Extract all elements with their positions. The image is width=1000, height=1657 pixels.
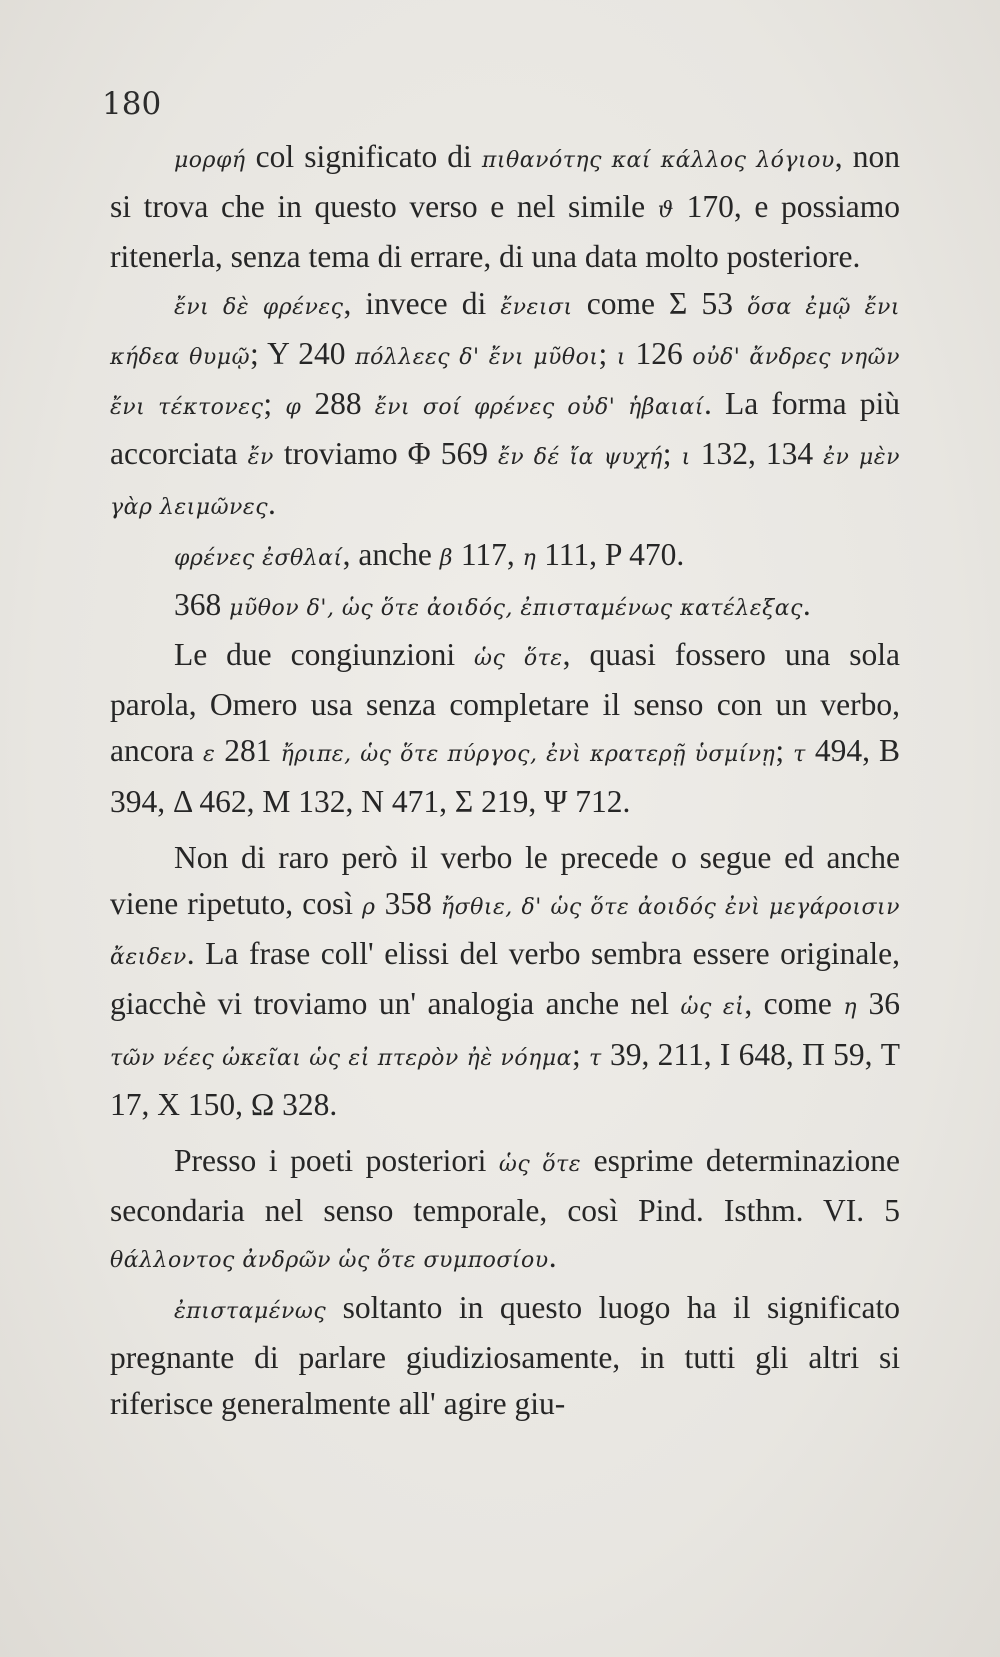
paragraph-2 — [110, 281, 900, 532]
greek-text: ἔν δέ ἴα ψυχή — [497, 445, 663, 471]
greek-text: θάλλοντος ἀνδρῶν ὡς ὅτε συμποσίου — [110, 1248, 549, 1274]
italian-text: 126 — [625, 335, 693, 371]
greek-text: ἔν — [247, 445, 274, 471]
paragraph-7 — [110, 1138, 900, 1285]
greek-text: φρένες ἐσθλαί — [174, 545, 343, 571]
page-number: 180 — [102, 86, 162, 122]
greek-text: τ — [589, 1045, 602, 1071]
italian-text: , non si trova che in questo verso e nel simile — [110, 139, 901, 225]
greek-text: ι — [616, 344, 626, 370]
greek-text: ὡς ὅτε — [474, 646, 563, 672]
italian-text: ; — [598, 335, 617, 371]
italian-text: . — [802, 586, 811, 622]
italian-text: 111, P 470. — [536, 536, 685, 572]
italian-text: Le due congiunzioni — [174, 637, 475, 673]
italian-text: , anche — [342, 536, 440, 572]
italian-text: 170, e possiamo ritenerla, senza tema di errare, di una data molto posteriore. — [110, 189, 900, 275]
italian-text: , invece di — [343, 285, 501, 321]
greek-text: τ — [793, 742, 806, 768]
italian-text: Presso i poeti posteriori — [174, 1143, 499, 1179]
greek-text: ἐπισταμένως — [174, 1298, 327, 1324]
italian-text: , come — [744, 986, 844, 1022]
greek-text: μῦθον δ', ὡς ὅτε ἀοιδός, ἐπισταμένως κατέλεξας — [229, 595, 803, 621]
page-body — [110, 134, 900, 1427]
greek-text: ἤριπε, ὡς ὅτε πύργος, ἐνὶ κρατερῇ ὑσμίνῃ — [280, 742, 776, 768]
italian-text: 368 — [174, 586, 230, 622]
paragraph-8 — [110, 1285, 900, 1428]
italian-text: 358 — [375, 886, 441, 922]
italian-text: 494, B 394, Δ 462, M 132, N 471, Σ 219, Ψ 712. — [110, 733, 900, 819]
italian-text: . La forma più accorciata — [110, 386, 901, 472]
greek-text: ἔνεισι — [500, 294, 573, 320]
greek-text: ἤσθιε, δ' ὡς ὅτε ἀοιδός ἐνὶ μεγάροισιν ἄειδεν — [110, 895, 900, 971]
greek-text: η — [522, 545, 537, 571]
italian-text: Non di raro però il verbo le precede o segue ed anche viene ripetuto, così — [110, 839, 900, 922]
paragraph-6 — [110, 835, 900, 1128]
greek-text: η — [843, 995, 858, 1021]
italian-text: esprime determinazione secondaria nel senso temporale, così Pind. Isthm. VI. 5 — [110, 1143, 900, 1229]
paragraph-5 — [110, 632, 900, 825]
italian-text: 117, — [452, 536, 523, 572]
italian-text: ; — [662, 436, 682, 472]
greek-text: φ — [285, 395, 302, 421]
paragraph-4 — [110, 582, 900, 632]
paragraph-1 — [110, 134, 900, 281]
italian-text: come Σ 53 — [572, 285, 748, 321]
italian-text: 36 — [857, 986, 901, 1022]
greek-text: πιθανότης καί κάλλος λόγιου — [481, 148, 835, 173]
italian-text: 39, 211, I 648, Π 59, T 17, X 150, Ω 328. — [110, 1036, 900, 1122]
greek-text: μορφή — [174, 148, 246, 173]
italian-text: . La frase coll' elissi del verbo sembra essere originale, giacchè vi troviamo un' analogia anche nel — [110, 936, 900, 1022]
greek-text: ι — [681, 445, 691, 471]
greek-text: ρ — [362, 895, 376, 921]
italian-text: . — [548, 1239, 557, 1275]
greek-text: ὅσα ἐμῷ ἔνι κήδεα θυμῷ — [110, 294, 900, 370]
italian-text: soltanto in questo luogo ha il significato pregnante di parlare giudiziosamente, in tutti gli altri si riferisce generalmente all' agire giu- — [110, 1289, 900, 1422]
greek-text: ὡς εἰ — [680, 995, 745, 1021]
italian-text: , quasi fossero una sola parola, Omero usa senza completare il senso con un verbo, ancora — [110, 637, 900, 769]
italian-text: 281 — [215, 733, 281, 769]
greek-text: ϑ — [657, 198, 674, 224]
greek-text: ἔνι σοί φρένες οὐδ' ἡβαιαί — [374, 395, 704, 421]
italian-text: ; — [775, 733, 794, 769]
italian-text: . — [268, 486, 276, 522]
greek-text: ἐν μὲν γὰρ λειμῶνες — [110, 445, 900, 521]
italian-text: 288 — [301, 386, 375, 422]
italian-text: ; Υ 240 — [250, 335, 356, 371]
paragraph-3 — [110, 532, 900, 582]
greek-text: ε — [202, 742, 216, 768]
greek-text: ὡς ὅτε — [498, 1152, 582, 1178]
greek-text: οὐδ' ἄνδρες νηῶν ἔνι τέκτονες — [110, 344, 900, 421]
italian-text: col significato di — [245, 139, 482, 174]
italian-text: troviamo Φ 569 — [273, 436, 498, 472]
greek-text: πόλλεες δ' ἔνι μῦθοι — [355, 344, 599, 370]
italian-text: ; — [572, 1036, 590, 1072]
greek-text: τῶν νέες ὠκεῖαι ὡς εἰ πτερὸν ἠὲ νόημα — [110, 1045, 572, 1071]
greek-text: β — [439, 545, 453, 571]
greek-text: ἔνι δὲ φρένες — [174, 294, 344, 320]
italian-text: 132, 134 — [690, 436, 824, 472]
italian-text: ; — [263, 386, 286, 422]
